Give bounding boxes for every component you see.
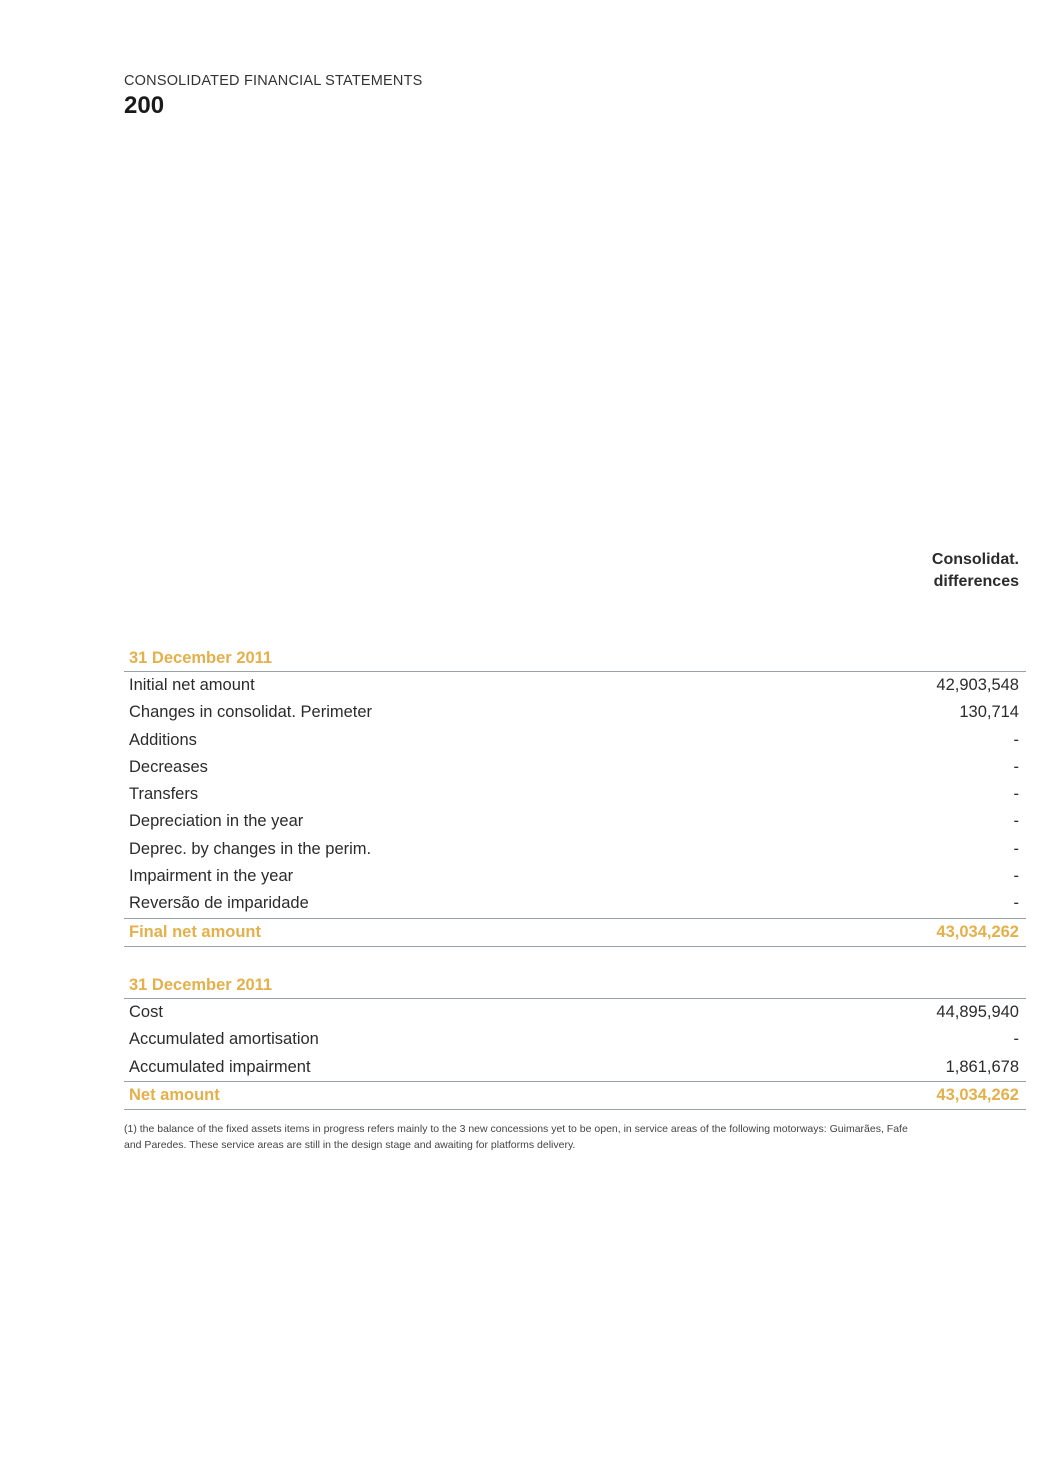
row-value: - [1013, 812, 1019, 831]
row-label: Impairment in the year [129, 867, 294, 886]
row-label: Initial net amount [129, 676, 255, 694]
column-header-line-1: Consolidat. [931, 551, 1019, 568]
table-row [124, 754, 1026, 781]
table-row [124, 1054, 1026, 1081]
footnote-line-1: (1) the balance of the fixed assets items in progress refers mainly to the 3 new concessions yet to be open, in service areas of the following motorways: Guimarães, Fafe [124, 1123, 908, 1135]
total-row [124, 918, 1026, 947]
row-label: Cost [129, 1003, 163, 1021]
row-value: - [1013, 867, 1019, 886]
row-label: Accumulated amortisation [129, 1030, 319, 1049]
column-header [932, 549, 1019, 593]
row-value: - [1013, 894, 1019, 913]
row-label: Transfers [129, 785, 199, 804]
row-label: Accumulated impairment [129, 1057, 311, 1076]
table-row [124, 863, 1026, 890]
page-number: 200 [124, 92, 165, 119]
table-row [124, 672, 1026, 699]
table-row [124, 727, 1026, 754]
page-header [124, 72, 423, 120]
row-label: Deprec. by changes in the perim. [129, 839, 372, 858]
row-label: Additions [129, 730, 197, 749]
row-value: 1,861,678 [945, 1057, 1019, 1076]
total-value: 43,034,262 [936, 922, 1019, 941]
table-row [124, 699, 1026, 726]
row-value: - [1013, 785, 1019, 804]
row-label: Reversão de imparidade [129, 894, 309, 913]
row-value: - [1013, 1030, 1019, 1049]
total-row [124, 1081, 1026, 1110]
table-row [124, 836, 1026, 863]
column-header-line-2: differences [933, 573, 1019, 590]
row-label: Depreciation in the year [129, 812, 304, 831]
total-value: 43,034,262 [936, 1085, 1019, 1104]
row-label: Decreases [129, 757, 208, 776]
movement-table [124, 645, 1026, 947]
table-title: 31 December 2011 [124, 645, 1026, 672]
table-row [124, 808, 1026, 835]
row-value: - [1013, 839, 1019, 858]
balance-table [124, 972, 1026, 1110]
section-title: CONSOLIDATED FINANCIAL STATEMENTS [124, 73, 423, 89]
row-value: - [1013, 757, 1019, 776]
table-title: 31 December 2011 [124, 972, 1026, 999]
row-value: - [1013, 730, 1019, 749]
row-value: 42,903,548 [936, 676, 1019, 694]
total-label: Net amount [129, 1085, 220, 1104]
row-value: 130,714 [959, 703, 1019, 722]
table-row [124, 1026, 1026, 1053]
row-label: Changes in consolidat. Perimeter [129, 703, 373, 722]
table-row [124, 781, 1026, 808]
total-label: Final net amount [129, 922, 261, 941]
table-row [124, 999, 1026, 1026]
table-row [124, 890, 1026, 917]
footnote [124, 1121, 984, 1153]
row-value: 44,895,940 [936, 1003, 1019, 1021]
footnote-line-2: and Paredes. These service areas are still in the design stage and awaiting for platforms delivery. [124, 1139, 576, 1151]
